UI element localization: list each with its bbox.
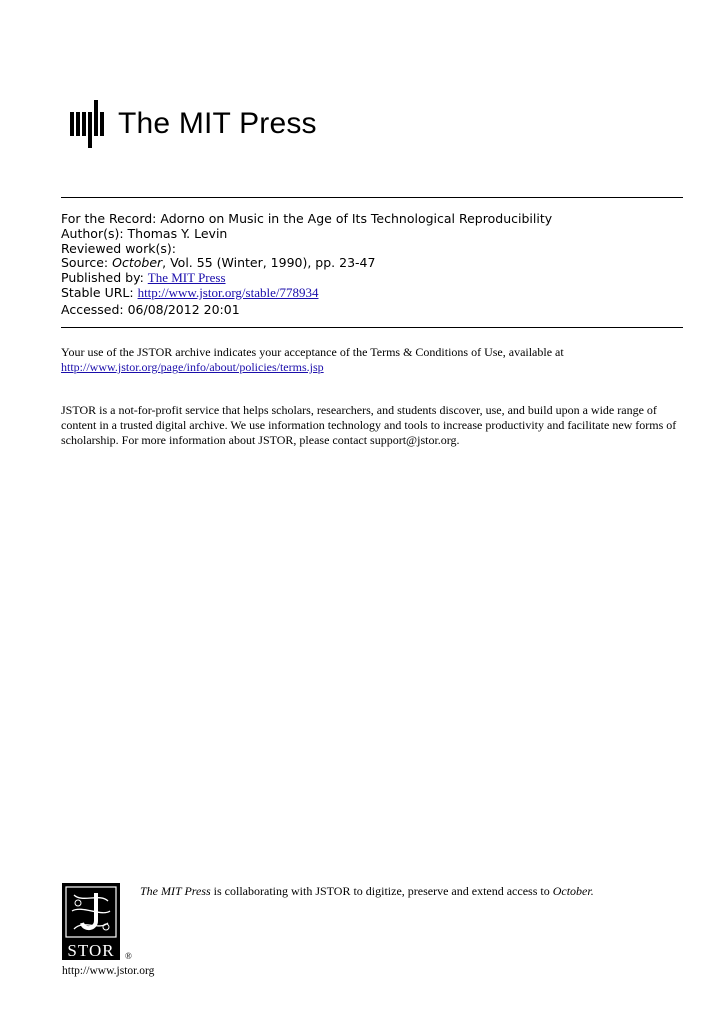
terms-text: Your use of the JSTOR archive indicates your acceptance of the Terms & Conditions of Use, available at xyxy=(61,345,564,359)
terms-paragraph xyxy=(61,345,687,375)
article-title: For the Record: Adorno on Music in the Age of Its Technological Reproducibility xyxy=(61,211,553,226)
stable-url-line: Stable URL: http://www.jstor.org/stable/778934 xyxy=(61,284,319,300)
terms-link[interactable]: http://www.jstor.org/page/info/about/policies/terms.jsp xyxy=(61,360,324,374)
about-jstor-paragraph: JSTOR is a not-for-profit service that helps scholars, researchers, and students discover, use, and build upon a wide range of content in a trusted digital archive. We use information technology and tools to increase productivity and facilitate new forms of scholarship. For more information about JSTOR, please contact support@jstor.org. xyxy=(61,403,677,447)
registered-mark: ® xyxy=(125,951,132,961)
collaboration-statement: The MIT Press is collaborating with JSTOR to digitize, preserve and extend access to October. xyxy=(140,884,594,898)
article-metadata xyxy=(61,212,552,318)
author-line: Author(s): Thomas Y. Levin xyxy=(61,225,228,241)
top-divider xyxy=(61,197,683,198)
published-line: Published by: The MIT Press xyxy=(61,270,226,286)
bottom-divider xyxy=(61,327,683,328)
collab-publisher: The MIT Press xyxy=(140,884,211,898)
mit-press-logo-text: The MIT Press xyxy=(118,107,317,140)
source-journal: October xyxy=(112,255,163,271)
mit-press-logo xyxy=(70,100,317,148)
source-line: Source: October, Vol. 55 (Winter, 1990), pp. 23-47 xyxy=(61,255,376,271)
jstor-logo-wordmark: STOR xyxy=(67,941,115,960)
jstor-url[interactable]: http://www.jstor.org xyxy=(62,965,155,977)
accessed-line: Accessed: 06/08/2012 20:01 xyxy=(61,301,240,317)
reviewed-works: Reviewed work(s): xyxy=(61,240,176,256)
stable-url-link[interactable]: http://www.jstor.org/stable/778934 xyxy=(137,284,319,300)
mit-press-bars-icon xyxy=(70,100,108,148)
collab-journal: October. xyxy=(552,884,594,898)
author-name: Thomas Y. Levin xyxy=(127,225,228,241)
publisher-link[interactable]: The MIT Press xyxy=(147,270,226,286)
